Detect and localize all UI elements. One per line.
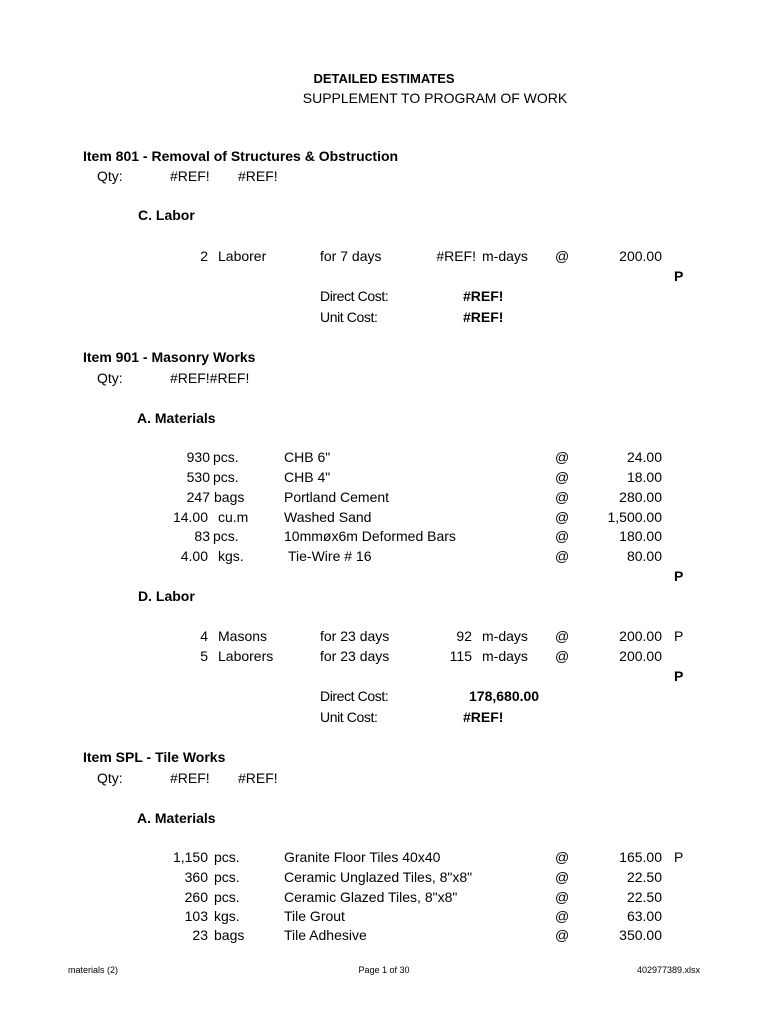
material-qty: 103 [184,908,208,924]
unit-price: 350.00 [619,927,662,943]
labor-desc: Laborers [218,648,274,664]
material-desc: Portland Cement [284,489,390,505]
at-sign: @ [555,449,570,465]
unit-price: 165.00 [619,849,662,865]
material-unit: pcs. [213,528,239,544]
material-desc: Tile Adhesive [284,927,367,943]
labor-days: for 23 days [320,648,390,664]
material-desc: Ceramic Unglazed Tiles, 8"x8" [284,869,473,885]
labor-qty: 4 [200,628,208,644]
labor-heading: C. Labor [138,207,195,223]
peso-marker: P [674,268,684,284]
material-desc: Ceramic Glazed Tiles, 8"x8" [284,889,458,905]
labor-days: for 23 days [320,628,390,644]
material-unit: pcs. [214,869,240,885]
at-sign: @ [555,628,570,644]
material-unit: pcs. [214,889,240,905]
material-qty: 23 [192,927,208,943]
material-qty: 83 [194,528,210,544]
material-qty: 530 [186,469,210,485]
at-sign: @ [555,248,570,264]
material-desc: Granite Floor Tiles 40x40 [284,849,441,865]
at-sign: @ [555,869,570,885]
unit-price: 200.00 [619,248,662,264]
item-801-heading: Item 801 - Removal of Structures & Obstruction [83,148,399,164]
at-sign: @ [555,469,570,485]
labor-heading: D. Labor [138,588,195,604]
material-qty: 1,150 [172,849,208,865]
at-sign: @ [555,908,570,924]
unit-price: 280.00 [619,489,662,505]
labor-qty: 5 [200,648,208,664]
item-spl-qty-label: Qty: [97,770,123,786]
labor-desc: Laborer [218,248,267,264]
item-801-qty-value: #REF! [238,168,278,184]
at-sign: @ [555,927,570,943]
material-desc: 10mmøx6m Deformed Bars [284,528,456,544]
material-unit: pcs. [214,849,240,865]
direct-cost-label: Direct Cost: [320,688,389,704]
at-sign: @ [555,489,570,505]
labor-qty: 2 [200,248,208,264]
material-qty: 4.00 [180,548,208,564]
unit-cost-value: #REF! [463,709,504,725]
material-unit: cu.m [218,509,249,525]
item-spl-qty-value: #REF! [170,770,210,786]
unit-price: 22.50 [626,869,662,885]
direct-cost-label: Direct Cost: [320,288,389,304]
item-901-heading: Item 901 - Masonry Works [83,349,256,365]
unit-price: 80.00 [626,548,662,564]
unit-price: 63.00 [626,908,662,924]
unit-price: 180.00 [619,528,662,544]
material-qty: 930 [186,449,210,465]
unit-price: 200.00 [619,628,662,644]
labor-mdays: 92 [456,628,472,644]
material-desc: CHB 6" [284,449,331,465]
at-sign: @ [555,889,570,905]
labor-mdays-unit: m-days [482,628,528,644]
material-qty: 360 [184,869,208,885]
material-desc: Tie-Wire # 16 [288,548,372,564]
material-unit: pcs. [213,469,239,485]
material-qty: 14.00 [172,509,208,525]
item-901-qty-value: #REF!#REF! [170,370,250,386]
direct-cost-value: #REF! [463,288,504,304]
item-801-qty-label: Qty: [97,168,123,184]
at-sign: @ [555,548,570,564]
labor-mdays: 115 [449,648,472,664]
at-sign: @ [555,849,570,865]
footer-sheet-name: materials (2) [68,965,119,975]
page-title: DETAILED ESTIMATES [313,71,455,86]
material-unit: kgs. [218,548,244,564]
at-sign: @ [555,648,570,664]
footer-page-number: Page 1 of 30 [358,965,410,975]
unit-price: 1,500.00 [607,509,662,525]
labor-mdays: #REF! [436,248,476,264]
at-sign: @ [555,528,570,544]
labor-mdays-unit: m-days [482,648,528,664]
labor-desc: Masons [218,628,268,644]
peso-marker: P [674,628,684,644]
material-desc: Tile Grout [284,908,345,924]
at-sign: @ [555,509,570,525]
unit-price: 22.50 [626,889,662,905]
peso-marker: P [674,568,684,584]
unit-price: 24.00 [626,449,662,465]
material-unit: pcs. [213,449,239,465]
unit-price: 18.00 [626,469,662,485]
peso-marker: P [674,849,684,865]
labor-mdays-unit: m-days [482,248,528,264]
item-901-qty-label: Qty: [97,370,123,386]
item-spl-heading: Item SPL - Tile Works [83,749,226,765]
peso-marker: P [674,668,684,684]
unit-cost-value: #REF! [463,309,504,325]
item-spl-qty-value: #REF! [238,770,278,786]
material-unit: kgs. [214,908,240,924]
material-qty: 247 [186,489,210,505]
labor-days: for 7 days [320,248,382,264]
page-subtitle: SUPPLEMENT TO PROGRAM OF WORK [302,90,568,106]
material-unit: bags [214,927,245,943]
unit-price: 200.00 [619,648,662,664]
materials-heading: A. Materials [137,810,216,826]
item-801-qty-value: #REF! [170,168,210,184]
direct-cost-value: 178,680.00 [469,688,540,704]
materials-heading: A. Materials [137,410,216,426]
unit-cost-label: Unit Cost: [320,709,378,725]
material-desc: CHB 4" [284,469,331,485]
material-unit: bags [214,489,245,505]
unit-cost-label: Unit Cost: [320,309,378,325]
material-qty: 260 [184,889,208,905]
footer-file-name: 402977389.xlsx [636,965,700,975]
material-desc: Washed Sand [284,509,372,525]
